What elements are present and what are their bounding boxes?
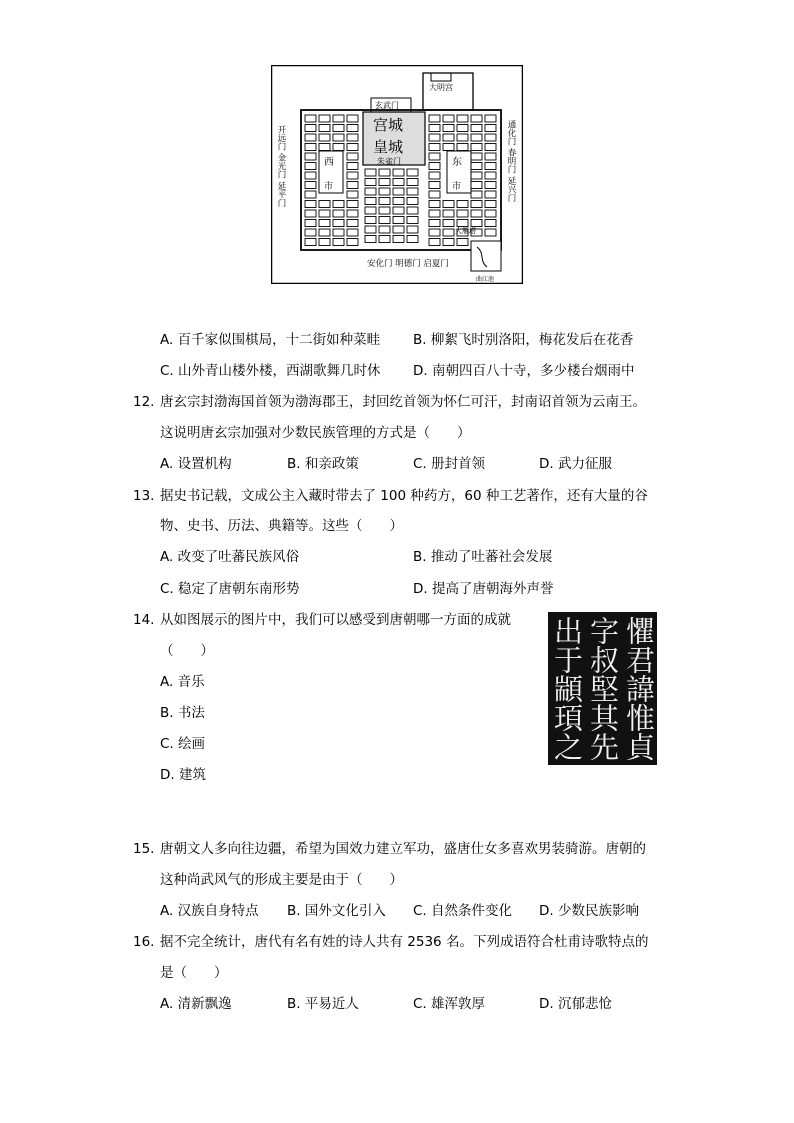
city-ward-block	[333, 210, 344, 217]
q15-number: 15.	[133, 841, 155, 857]
city-ward-block	[393, 226, 404, 233]
city-ward-block	[365, 207, 376, 214]
q12-option-a[interactable]	[160, 454, 232, 474]
city-ward-block	[429, 210, 440, 217]
option-text: 建筑	[178, 767, 206, 783]
city-ward-block	[305, 191, 316, 198]
q15-option-a[interactable]	[160, 901, 259, 921]
city-ward-block	[305, 229, 316, 236]
city-ward-block	[407, 179, 418, 186]
calligraphy-column-1: 懼君諱惟貞	[622, 616, 656, 761]
city-ward-block	[443, 239, 454, 246]
city-ward-block	[457, 210, 468, 217]
q14-number: 14.	[133, 612, 155, 628]
option-text: 武力征服	[557, 456, 612, 472]
q12-number: 12.	[133, 394, 155, 410]
city-ward-block	[347, 229, 358, 236]
option-letter: C.	[160, 581, 174, 597]
q14-option-d[interactable]	[160, 765, 206, 785]
option-text: 自然条件变化	[431, 903, 513, 919]
map-label-right-gates: 通化门 春明门 延兴门	[506, 120, 516, 202]
city-ward-block	[443, 134, 454, 141]
q11-option-a[interactable]	[160, 330, 380, 350]
city-ward-block	[457, 144, 468, 151]
city-ward-block	[429, 144, 440, 151]
option-text: 提高了唐朝海外声誉	[431, 581, 554, 597]
city-ward-block	[471, 220, 482, 227]
city-ward-block	[471, 153, 482, 160]
q12-option-b[interactable]	[287, 454, 359, 474]
city-ward-block	[485, 210, 496, 217]
city-ward-block	[393, 236, 404, 243]
map-label-dayanta: 大雁塔	[455, 227, 476, 235]
option-text: 稳定了唐朝东南形势	[178, 581, 300, 597]
city-ward-block	[485, 191, 496, 198]
city-ward-block	[319, 125, 330, 132]
q16-option-b[interactable]	[287, 994, 359, 1014]
city-ward-block	[347, 153, 358, 160]
city-ward-block	[471, 134, 482, 141]
q14-stem-line1: 从如图展示的图片中，我们可以感受到唐朝哪一方面的成就	[160, 612, 511, 628]
city-ward-block	[319, 144, 330, 151]
option-text: 设置机构	[177, 456, 232, 472]
city-ward-block	[429, 191, 440, 198]
option-letter: B.	[287, 903, 301, 919]
option-text: 平易近人	[304, 996, 359, 1012]
q12-option-c[interactable]	[413, 454, 485, 474]
city-ward-block	[305, 172, 316, 179]
city-ward-block	[443, 125, 454, 132]
city-ward-block	[485, 201, 496, 208]
city-ward-block	[407, 207, 418, 214]
city-ward-block	[347, 201, 358, 208]
option-text: 雄浑敦厚	[431, 996, 486, 1012]
map-label-zhuquemen: 朱雀门	[377, 157, 401, 166]
city-ward-block	[333, 239, 344, 246]
map-label-left-gates: 开远门 金光门 延平门	[276, 125, 286, 207]
q12-stem-line2: 这说明唐玄宗加强对少数民族管理的方式是（ ）	[160, 425, 471, 441]
city-ward-block	[347, 172, 358, 179]
city-ward-block	[333, 201, 344, 208]
city-ward-block	[471, 172, 482, 179]
city-ward-block	[365, 217, 376, 224]
option-text: 汉族自身特点	[177, 903, 259, 919]
option-text: 少数民族影响	[557, 903, 639, 919]
option-text: 南朝四百八十寺，多少楼台烟雨中	[431, 363, 635, 379]
city-ward-block	[379, 169, 390, 176]
city-ward-block	[429, 172, 440, 179]
city-ward-block	[443, 144, 454, 151]
option-letter: D.	[539, 456, 554, 472]
city-ward-block	[347, 239, 358, 246]
option-letter: A.	[160, 674, 174, 690]
city-ward-block	[443, 210, 454, 217]
map-label-xi: 西	[324, 157, 334, 168]
city-ward-block	[429, 134, 440, 141]
city-ward-block	[443, 115, 454, 122]
city-ward-block	[393, 207, 404, 214]
q13-stem-line2: 物、史书、历法、典籍等。这些（ ）	[160, 518, 403, 534]
city-ward-block	[457, 220, 468, 227]
option-letter: D.	[413, 581, 428, 597]
city-ward-block	[333, 144, 344, 151]
option-text: 改变了吐蕃民族风俗	[177, 549, 300, 565]
city-ward-block	[485, 182, 496, 189]
city-ward-block	[319, 134, 330, 141]
city-ward-block	[407, 198, 418, 205]
option-text: 音乐	[177, 674, 205, 690]
city-ward-block	[429, 182, 440, 189]
city-ward-block	[429, 239, 440, 246]
option-text: 书法	[177, 705, 205, 721]
map-label-dongshi: 市	[452, 182, 462, 192]
city-ward-block	[333, 134, 344, 141]
city-ward-block	[319, 229, 330, 236]
city-ward-block	[379, 188, 390, 195]
map-label-daminggong: 大明宫	[429, 83, 453, 92]
city-ward-block	[471, 144, 482, 151]
city-ward-block	[347, 182, 358, 189]
q15-option-b[interactable]	[287, 901, 386, 921]
q14-option-b[interactable]	[160, 703, 205, 723]
calligraphy-column-3: 出于顓頊之	[550, 616, 584, 761]
city-ward-block	[379, 217, 390, 224]
city-ward-block	[305, 115, 316, 122]
q15-option-d[interactable]	[539, 901, 639, 921]
city-ward-block	[471, 163, 482, 170]
city-ward-block	[365, 169, 376, 176]
q11-option-d[interactable]	[413, 361, 634, 381]
city-ward-block	[365, 198, 376, 205]
city-ward-block	[393, 169, 404, 176]
city-ward-block	[333, 115, 344, 122]
q11-option-b[interactable]	[413, 330, 633, 350]
q16-option-a[interactable]	[160, 994, 232, 1014]
q13-option-d[interactable]	[413, 579, 553, 599]
city-ward-block	[471, 191, 482, 198]
option-letter: A.	[160, 903, 174, 919]
city-ward-block	[471, 115, 482, 122]
option-text: 清新飘逸	[177, 996, 232, 1012]
q16-stem-line1: 据不完全统计，唐代有名有姓的诗人共有 2536 名。下列成语符合杜甫诗歌特点的	[160, 934, 649, 950]
map-label-qujiangchi: 曲江池	[476, 276, 495, 283]
city-ward-block	[365, 179, 376, 186]
option-letter: A.	[160, 549, 174, 565]
q11-option-c[interactable]	[160, 361, 381, 381]
city-ward-block	[457, 125, 468, 132]
calligraphy-column-2: 字叔堅其先	[586, 616, 620, 761]
map-label-bottom-gates: 安化门 明德门 启夏门	[367, 259, 449, 269]
city-ward-block	[393, 198, 404, 205]
option-letter: A.	[160, 332, 174, 348]
city-ward-block	[347, 134, 358, 141]
city-ward-block	[429, 163, 440, 170]
city-ward-block	[485, 153, 496, 160]
city-ward-block	[365, 236, 376, 243]
city-ward-block	[443, 220, 454, 227]
city-ward-block	[347, 163, 358, 170]
city-ward-block	[429, 125, 440, 132]
city-ward-block	[365, 226, 376, 233]
option-letter: D.	[413, 363, 428, 379]
city-ward-block	[471, 201, 482, 208]
city-ward-block	[457, 201, 468, 208]
city-ward-block	[457, 134, 468, 141]
city-ward-block	[379, 198, 390, 205]
option-text: 和亲政策	[304, 456, 359, 472]
city-ward-block	[305, 201, 316, 208]
city-ward-block	[319, 239, 330, 246]
city-ward-block	[485, 229, 496, 236]
city-ward-block	[393, 179, 404, 186]
city-ward-block	[471, 125, 482, 132]
city-ward-block	[379, 226, 390, 233]
q16-number: 16.	[133, 934, 155, 950]
city-ward-block	[305, 163, 316, 170]
q13-option-c[interactable]	[160, 579, 300, 599]
city-ward-block	[485, 172, 496, 179]
option-text: 山外青山楼外楼，西湖歌舞几时休	[178, 363, 381, 379]
city-ward-block	[319, 210, 330, 217]
option-letter: D.	[539, 996, 554, 1012]
city-ward-block	[485, 134, 496, 141]
city-ward-block	[407, 169, 418, 176]
city-ward-block	[319, 201, 330, 208]
city-ward-block	[379, 179, 390, 186]
city-ward-block	[407, 226, 418, 233]
q14-option-c[interactable]	[160, 734, 205, 754]
city-ward-block	[429, 220, 440, 227]
city-ward-block	[393, 217, 404, 224]
city-ward-block	[457, 239, 468, 246]
q14-option-a[interactable]	[160, 672, 205, 692]
q12-option-d[interactable]	[539, 454, 612, 474]
city-ward-block	[429, 115, 440, 122]
city-ward-block	[471, 182, 482, 189]
option-text: 百千家似围棋局，十二街如种菜畦	[177, 332, 381, 348]
city-ward-block	[485, 220, 496, 227]
option-letter: A.	[160, 456, 174, 472]
city-ward-block	[443, 229, 454, 236]
option-text: 推动了吐蕃社会发展	[430, 549, 553, 565]
city-ward-block	[485, 144, 496, 151]
option-text: 册封首领	[431, 456, 486, 472]
city-ward-block	[305, 220, 316, 227]
city-ward-block	[347, 115, 358, 122]
city-ward-block	[305, 134, 316, 141]
city-ward-block	[471, 210, 482, 217]
city-ward-block	[347, 210, 358, 217]
q15-option-c[interactable]	[413, 901, 512, 921]
city-ward-block	[365, 188, 376, 195]
map-label-gongcheng: 宫城	[373, 116, 404, 134]
option-letter: B.	[413, 332, 427, 348]
map-label-xishi: 市	[324, 182, 334, 192]
city-ward-block	[457, 115, 468, 122]
city-ward-block	[347, 191, 358, 198]
q16-stem-line2: 是（ ）	[160, 965, 228, 981]
city-ward-block	[333, 125, 344, 132]
q16-option-c[interactable]	[413, 994, 485, 1014]
city-ward-block	[407, 217, 418, 224]
city-ward-block	[429, 153, 440, 160]
option-text: 沉郁悲怆	[557, 996, 612, 1012]
city-ward-block	[379, 236, 390, 243]
city-ward-block	[407, 236, 418, 243]
option-text: 国外文化引入	[304, 903, 386, 919]
option-letter: C.	[160, 736, 174, 752]
city-ward-block	[485, 163, 496, 170]
option-letter: D.	[160, 767, 175, 783]
city-ward-block	[379, 207, 390, 214]
city-ward-block	[347, 220, 358, 227]
q12-stem-line1: 唐玄宗封渤海国首领为渤海郡王，封回纥首领为怀仁可汗，封南诏首领为云南王。	[160, 394, 646, 410]
changan-map-figure	[271, 65, 523, 284]
option-letter: B.	[287, 996, 301, 1012]
option-letter: C.	[160, 363, 174, 379]
city-ward-block	[305, 144, 316, 151]
city-ward-block	[305, 153, 316, 160]
city-ward-block	[407, 188, 418, 195]
city-ward-block	[333, 229, 344, 236]
city-ward-block	[305, 239, 316, 246]
city-ward-block	[485, 115, 496, 122]
option-letter: D.	[539, 903, 554, 919]
option-text: 绘画	[178, 736, 206, 752]
city-ward-block	[333, 220, 344, 227]
city-ward-block	[443, 201, 454, 208]
map-label-huangcheng: 皇城	[373, 138, 404, 156]
city-ward-block	[305, 210, 316, 217]
q14-stem-line2: （ ）	[160, 643, 214, 659]
option-letter: B.	[287, 456, 301, 472]
city-ward-block	[347, 125, 358, 132]
option-letter: C.	[413, 456, 427, 472]
city-ward-block	[393, 188, 404, 195]
q13-stem-line1: 据史书记载，文成公主入藏时带去了 100 种药方，60 种工艺著作，还有大量的谷	[160, 488, 648, 504]
calligraphy-rubbing-image	[548, 612, 657, 765]
option-letter: C.	[413, 996, 427, 1012]
city-ward-block	[319, 115, 330, 122]
city-ward-block	[429, 201, 440, 208]
q13-option-b[interactable]	[413, 547, 552, 567]
city-ward-block	[429, 229, 440, 236]
option-letter: A.	[160, 996, 174, 1012]
option-letter: C.	[413, 903, 427, 919]
option-text: 柳絮飞时别洛阳，梅花发后在花香	[430, 332, 634, 348]
q13-option-a[interactable]	[160, 547, 299, 567]
q16-option-d[interactable]	[539, 994, 612, 1014]
city-ward-block	[347, 144, 358, 151]
map-label-xuanwumen: 玄武门	[375, 101, 399, 110]
option-letter: B.	[160, 705, 174, 721]
q15-stem-line2: 这种尚武风气的形成主要是由于（ ）	[160, 872, 403, 888]
city-ward-block	[305, 125, 316, 132]
q13-number: 13.	[133, 488, 155, 504]
city-ward-block	[305, 182, 316, 189]
city-ward-block	[319, 220, 330, 227]
option-letter: B.	[413, 549, 427, 565]
q15-stem-line1: 唐朝文人多向往边疆，希望为国效力建立军功，盛唐仕女多喜欢男装骑游。唐朝的	[160, 841, 646, 857]
city-ward-block	[485, 125, 496, 132]
map-label-dong: 东	[452, 157, 462, 168]
